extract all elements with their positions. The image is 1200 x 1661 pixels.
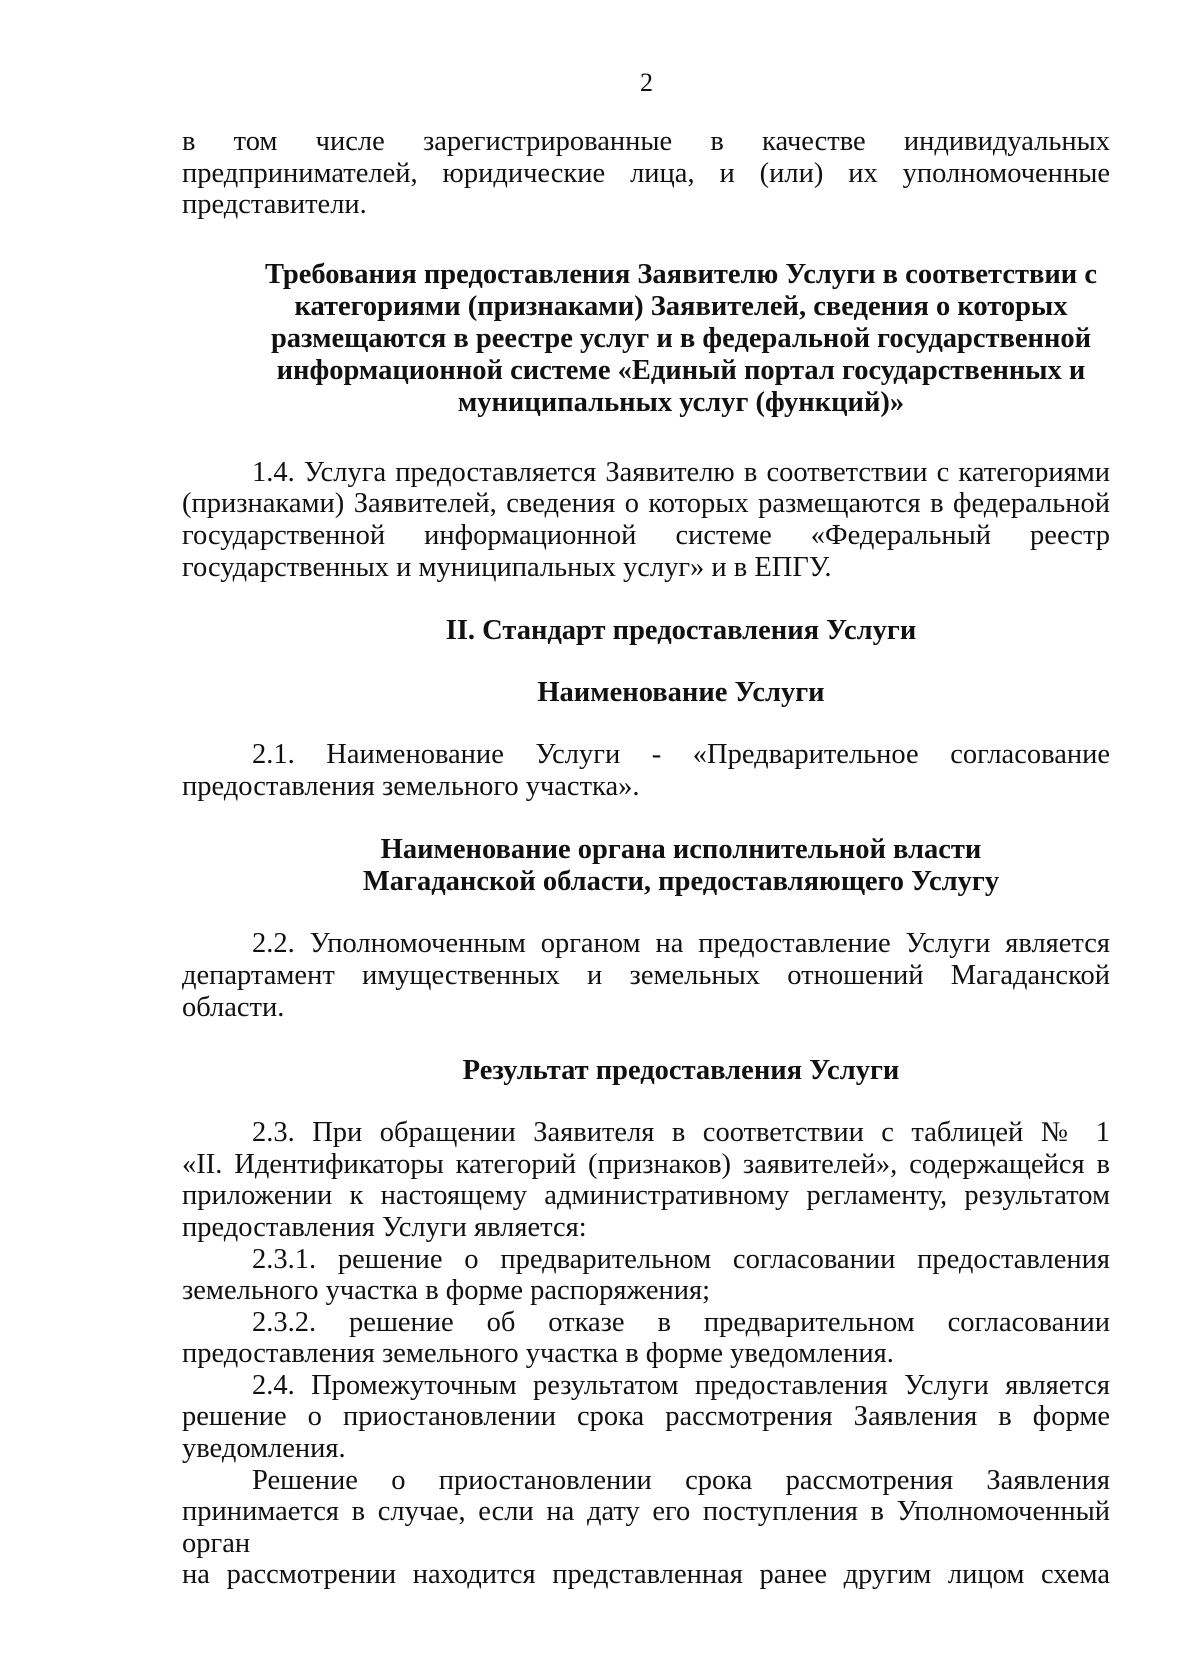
text-line: уведомления. [182, 1433, 346, 1465]
text-line: в том числе зарегистрированные в качестве индивидуальных [182, 126, 1110, 157]
text-line: 2.3. При обращении Заявителя в соответствии с таблицей № 1 [252, 1117, 1110, 1149]
text-line: 2.2. Уполномоченным органом на предоставление Услуги является [252, 928, 1110, 960]
heading-line: категориями (признаками) Заявителей, сведения о которых [294, 290, 1068, 322]
paragraph-2-3 [182, 1117, 1110, 1243]
paragraph-2-1 [182, 739, 1110, 802]
text-line: представители. [182, 189, 367, 221]
paragraph-2-3-2 [182, 1307, 1110, 1370]
text-line: предоставления Услуги является: [182, 1211, 587, 1243]
text-line: департамент имущественных и земельных отношений Магаданской области. [182, 959, 1110, 1023]
heading-line: Требования предоставления Заявителю Услуги в соответствии с [265, 258, 1097, 290]
authority-heading [182, 834, 1110, 898]
intro-paragraph [182, 126, 1110, 221]
text-line: 2.3.2. решение об отказе в предварительном согласовании [252, 1306, 1110, 1338]
page-number: 2 [640, 68, 653, 97]
section-ii-heading: II. Стандарт предоставления Услуги [445, 615, 917, 647]
text-line: 2.1. Наименование Услуги - «Предварительное согласование [252, 739, 1110, 771]
text-line: государственной информационной системе «Федеральный реестр [182, 519, 1110, 551]
text-line: 2.3.1. решение о предварительном согласовании предоставления [252, 1243, 1110, 1275]
service-name-heading: Наименование Услуги [537, 677, 825, 709]
paragraph-2-4 [182, 1370, 1110, 1465]
text-line: принимается в случае, если на дату его поступления в Уполномоченный орган [182, 1496, 1110, 1559]
heading-line: информационной системе «Единый портал государственных и [276, 354, 1086, 386]
paragraph-2-2 [182, 928, 1110, 1023]
requirements-heading [182, 259, 1110, 419]
text-line: (признаками) Заявителей, сведения о которых размещаются в федеральной [182, 488, 1110, 520]
document-body [182, 126, 1110, 1591]
text-line: 1.4. Услуга предоставляется Заявителю в соответствии с категориями [252, 456, 1110, 488]
text-line: предоставления земельного участка в форме уведомления. [182, 1338, 894, 1370]
text-line: предоставления земельного участка». [182, 770, 640, 802]
text-line: «II. Идентификаторы категорий (признаков) заявителей», содержащейся в [182, 1148, 1110, 1180]
heading-line: Магаданской области, предоставляющего Услугу [362, 866, 1000, 898]
text-line: приложении к настоящему административному регламенту, результатом [182, 1180, 1110, 1212]
text-line: предпринимателей, юридические лица, и (или) их уполномоченные [182, 157, 1110, 189]
paragraph-1-4 [182, 457, 1110, 583]
heading-line: размещаются в реестре услуг и в федеральной государственной [270, 322, 1092, 354]
heading-line: муниципальных услуг (функций)» [457, 386, 905, 418]
text-line: решение о приостановлении срока рассмотрения Заявления в форме [182, 1401, 1110, 1433]
text-line: государственных и муниципальных услуг» и в ЕПГУ. [182, 551, 832, 583]
paragraph-2-3-1 [182, 1244, 1110, 1307]
text-line: на рассмотрении находится представленная ранее другим лицом схема [182, 1559, 1110, 1591]
paragraph-suspension [182, 1465, 1110, 1591]
heading-line: Наименование органа исполнительной власти [380, 834, 982, 866]
text-line: земельного участка в форме распоряжения; [182, 1275, 711, 1307]
text-line: 2.4. Промежуточным результатом предоставления Услуги является [252, 1369, 1110, 1401]
text-line: Решение о приостановлении срока рассмотрения Заявления [252, 1464, 1110, 1496]
result-heading: Результат предоставления Услуги [462, 1055, 900, 1087]
